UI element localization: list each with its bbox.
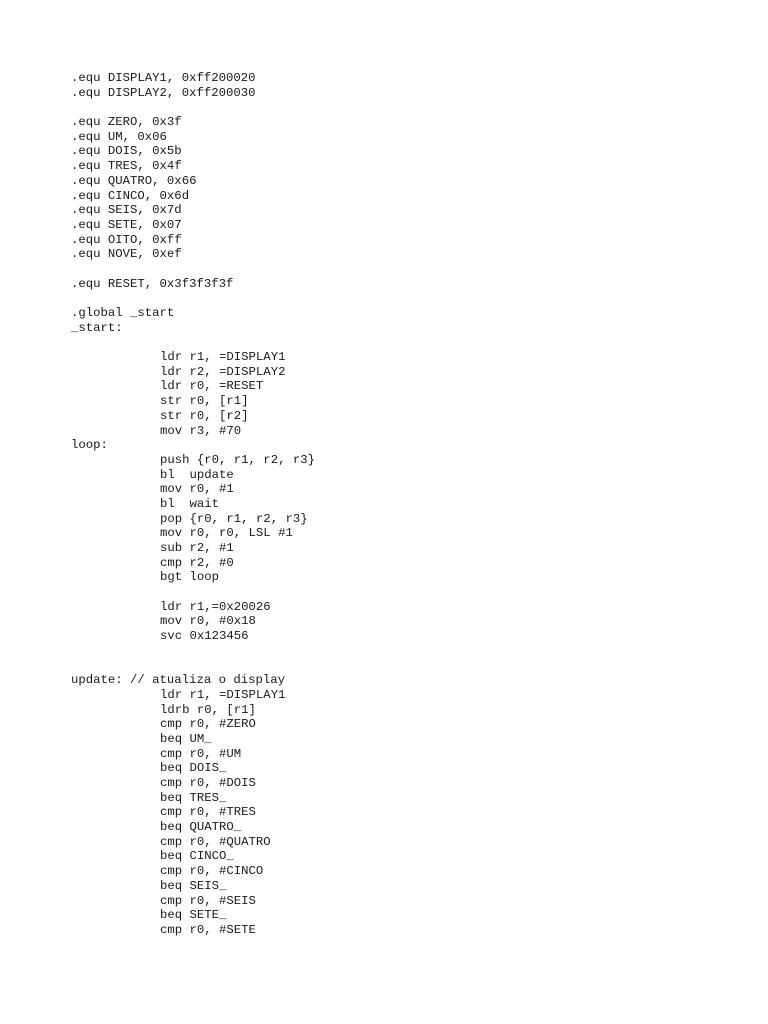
code-line: update: // atualiza o display <box>71 673 286 688</box>
code-line: mov r0, r0, LSL #1 <box>160 526 293 541</box>
code-line: beq SEIS_ <box>160 878 227 893</box>
code-line: cmp r0, #DOIS <box>160 776 256 790</box>
blank-line <box>71 335 315 350</box>
code-line: ldr r0, =RESET <box>160 379 264 394</box>
code-line: cmp r2, #0 <box>160 555 234 570</box>
code-line: beq SETE_ <box>160 908 227 923</box>
code-line: bgt loop <box>160 570 220 585</box>
blank-line <box>71 585 315 600</box>
code-line: str r0, [r1] <box>160 394 249 409</box>
code-line: ldr r2, =DISPLAY2 <box>160 364 286 379</box>
code-line: ldrb r0, [r1] <box>160 702 256 717</box>
code-line: pop {r0, r1, r2, r3} <box>160 511 308 526</box>
code-line: mov r3, #70 <box>160 423 242 438</box>
blank-line <box>71 100 315 115</box>
blank-line <box>71 262 315 277</box>
code-line: .equ DISPLAY1, 0xff200020 <box>71 71 256 85</box>
code-line: beq UM_ <box>160 731 212 746</box>
code-line: .equ CINCO, 0x6d <box>71 188 190 203</box>
code-line: cmp r0, #SETE <box>160 922 256 937</box>
blank-line <box>71 291 315 306</box>
blank-line <box>71 659 315 674</box>
code-line: beq QUATRO_ <box>160 820 242 835</box>
code-line: ldr r1, =DISPLAY1 <box>160 350 286 365</box>
code-line: .equ DOIS, 0x5b <box>71 144 182 159</box>
code-line: .equ DISPLAY2, 0xff200030 <box>71 85 256 100</box>
code-line: bl wait <box>160 496 220 511</box>
code-line: mov r0, #0x18 <box>160 614 256 629</box>
code-line: ldr r1, =DISPLAY1 <box>160 687 286 702</box>
assembly-code-listing <box>71 71 315 938</box>
code-line: .equ UM, 0x06 <box>71 129 167 144</box>
code-line: str r0, [r2] <box>160 408 249 423</box>
code-line: .equ SETE, 0x07 <box>71 217 182 232</box>
code-line: ldr r1,=0x20026 <box>160 599 271 614</box>
code-line: mov r0, #1 <box>160 482 234 497</box>
code-line: beq TRES_ <box>160 790 227 805</box>
blank-line <box>71 644 315 659</box>
code-line: beq CINCO_ <box>160 849 234 864</box>
code-line: bl update <box>160 467 234 482</box>
code-line: .equ OITO, 0xff <box>71 232 182 247</box>
code-line: push {r0, r1, r2, r3} <box>160 452 315 467</box>
code-line: .equ ZERO, 0x3f <box>71 115 182 130</box>
code-line: svc 0x123456 <box>160 629 249 644</box>
code-line: .equ QUATRO, 0x66 <box>71 173 197 188</box>
code-line: cmp r0, #UM <box>160 746 242 761</box>
code-line: .global _start <box>71 306 175 320</box>
code-line: _start: <box>71 320 123 335</box>
code-line: cmp r0, #QUATRO <box>160 834 271 849</box>
code-line: cmp r0, #CINCO <box>160 864 264 879</box>
code-line: loop: <box>71 438 108 453</box>
code-line: .equ RESET, 0x3f3f3f3f <box>71 276 234 291</box>
code-line: .equ TRES, 0x4f <box>71 159 182 174</box>
code-line: cmp r0, #SEIS <box>160 893 256 908</box>
code-line: .equ NOVE, 0xef <box>71 247 182 262</box>
code-line: sub r2, #1 <box>160 541 234 555</box>
code-line: cmp r0, #TRES <box>160 805 256 820</box>
code-line: cmp r0, #ZERO <box>160 717 256 732</box>
code-line: .equ SEIS, 0x7d <box>71 203 182 218</box>
code-line: beq DOIS_ <box>160 761 227 776</box>
